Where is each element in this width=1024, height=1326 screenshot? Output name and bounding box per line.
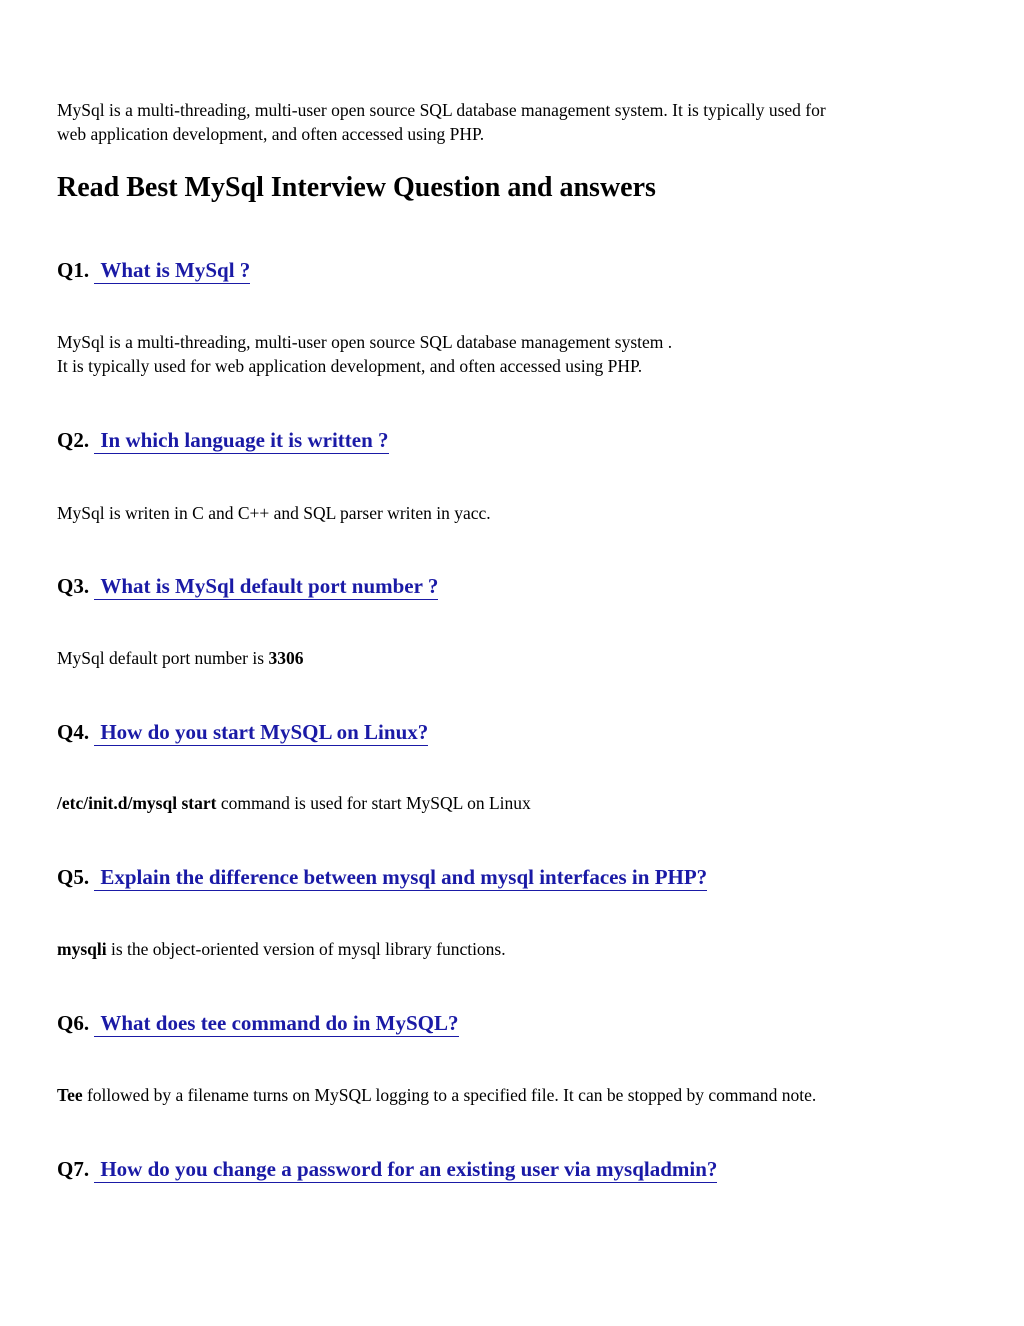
answer-4-command: /etc/init.d/mysql start (57, 793, 217, 813)
answer-3-port: 3306 (268, 648, 304, 668)
answer-6-text: followed by a filename turns on MySQL logging to a specified file. It can be stopped by command note. (82, 1085, 817, 1105)
question-number: Q4. (57, 720, 90, 744)
answer-5-text: is the object-oriented version of mysql library functions. (106, 939, 506, 959)
question-number: Q1. (57, 258, 90, 282)
page-title: Read Best MySql Interview Question and answers (57, 172, 656, 203)
answer-5 (57, 937, 506, 961)
answer-6-keyword: Tee (57, 1085, 83, 1105)
answer-3-text: MySql default port number is (57, 648, 269, 668)
question-4-link[interactable]: How do you start MySQL on Linux? (94, 720, 428, 746)
intro-line-1: MySql is a multi-threading, multi-user open source SQL database management system. It is typically used for (57, 100, 826, 120)
question-5-link[interactable]: Explain the difference between mysql and mysql interfaces in PHP? (94, 865, 707, 891)
question-1-link[interactable]: What is MySql ? (94, 258, 250, 284)
intro-line-2: web application development, and often accessed using PHP. (57, 124, 485, 144)
answer-5-keyword: mysqli (57, 939, 107, 959)
answer-1-line-1: MySql is a multi-threading, multi-user open source SQL database management system . (57, 332, 673, 352)
question-3 (57, 572, 438, 600)
question-3-link[interactable]: What is MySql default port number ? (94, 574, 438, 600)
question-5 (57, 863, 707, 891)
answer-1-line-2: It is typically used for web application development, and often accessed using PHP. (57, 356, 643, 376)
intro-paragraph (57, 98, 826, 146)
question-7-link[interactable]: How do you change a password for an existing user via mysqladmin? (94, 1157, 717, 1183)
question-number: Q7. (57, 1157, 90, 1181)
question-6-link[interactable]: What does tee command do in MySQL? (94, 1011, 458, 1037)
question-4 (57, 718, 428, 746)
answer-2: MySql is writen in C and C++ and SQL parser writen in yacc. (57, 503, 491, 523)
question-1 (57, 256, 250, 284)
question-7 (57, 1155, 717, 1183)
question-2 (57, 426, 389, 454)
question-number: Q3. (57, 574, 90, 598)
answer-1 (57, 330, 672, 378)
question-6 (57, 1009, 459, 1037)
question-2-link[interactable]: In which language it is written ? (94, 428, 388, 454)
question-number: Q5. (57, 865, 90, 889)
question-number: Q2. (57, 428, 90, 452)
question-number: Q6. (57, 1011, 90, 1035)
answer-4-text: command is used for start MySQL on Linux (216, 793, 531, 813)
answer-6 (57, 1083, 816, 1107)
answer-4 (57, 791, 531, 815)
answer-3 (57, 646, 303, 670)
